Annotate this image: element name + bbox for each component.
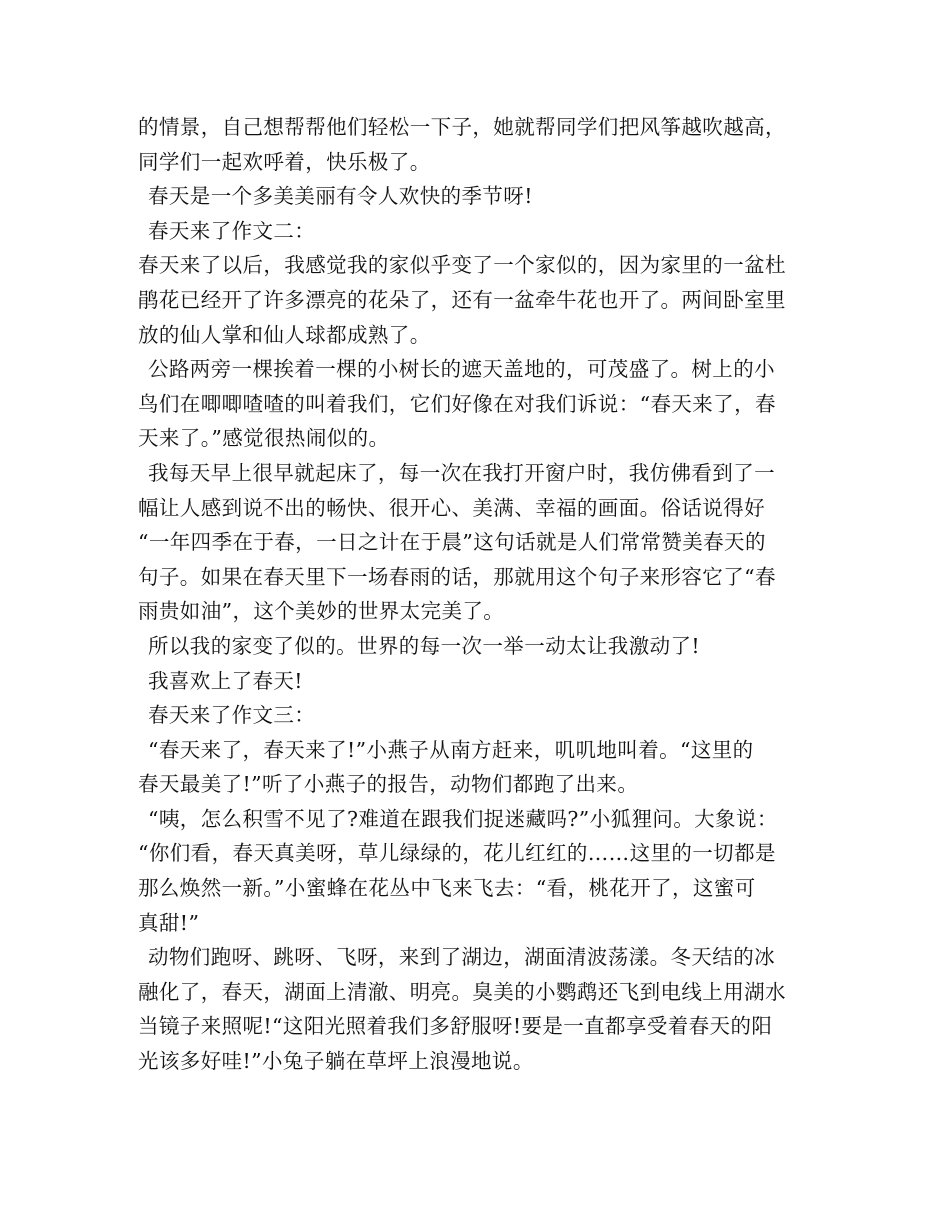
document-body: [138, 110, 828, 1079]
text-line: “咦，怎么积雪不见了?难道在跟我们捉迷藏吗?”小狐狸问。大象说：: [148, 806, 778, 831]
text-line: 所以我的家变了似的。世界的每一次一举一动太让我激动了!: [148, 633, 701, 658]
text-line: 鸟们在唧唧喳喳的叫着我们，它们好像在对我们诉说：“春天来了，春: [138, 391, 776, 416]
text-line: 春天是一个多美美丽有令人欢快的季节呀!: [148, 184, 533, 209]
text-line: “春天来了，春天来了!”小燕子从南方赶来，叽叽地叫着。“这里的: [148, 737, 754, 762]
text-line: 春天来了作文二：: [148, 218, 316, 243]
text-line: 天来了。”感觉很热闹似的。: [138, 426, 390, 451]
text-line: 春天来了以后，我感觉我的家似乎变了一个家似的，因为家里的一盆杜: [138, 253, 786, 278]
text-line: 鹃花已经开了许多漂亮的花朵了，还有一盆牵牛花也开了。两间卧室里: [138, 287, 786, 312]
text-line: 幅让人感到说不出的畅快、很开心、美满、幸福的画面。俗话说得好: [138, 495, 765, 520]
text-line: 的情景，自己想帮帮他们轻松一下子，她就帮同学们把风筝越吹越高，: [138, 115, 786, 139]
text-line: 句子。如果在春天里下一场春雨的话，那就用这个句子来形容它了“春: [138, 564, 776, 589]
text-line: 融化了，春天，湖面上清澈、明亮。臭美的小鹦鹉还飞到电线上用湖水: [138, 979, 786, 1004]
text-line: 光该多好哇!”小兔子躺在草坪上浪漫地说。: [138, 1049, 534, 1074]
text-line: “一年四季在于春，一日之计在于晨”这句话就是人们常常赞美春天的: [138, 530, 766, 555]
text-line: 公路两旁一棵挨着一棵的小树长的遮天盖地的，可茂盛了。树上的小: [148, 357, 775, 382]
text-line: 春天最美了!”听了小燕子的报告，动物们都跑了出来。: [138, 772, 639, 797]
text-line: 雨贵如油”，这个美妙的世界太完美了。: [138, 599, 505, 624]
text-line: 同学们一起欢呼着，快乐极了。: [138, 149, 431, 174]
text-line: 当镜子来照呢!“这阳光照着我们多舒服呀!要是一直都享受着春天的阳: [138, 1014, 773, 1039]
text-line: 我喜欢上了春天!: [148, 668, 303, 693]
text-line: 春天来了作文三：: [148, 703, 316, 728]
text-line: 动物们跑呀、跳呀、飞呀，来到了湖边，湖面清波荡漾。冬天结的冰: [148, 945, 775, 970]
text-line: “你们看，春天真美呀，草儿绿绿的，花儿红红的……这里的一切都是: [138, 841, 776, 866]
text-line: 那么焕然一新。”小蜜蜂在花丛中飞来飞去：“看，桃花开了，这蜜可: [138, 876, 756, 901]
text-line: 放的仙人掌和仙人球都成熟了。: [138, 322, 431, 347]
text-line: 真甜!”: [138, 910, 200, 935]
text-line: 我每天早上很早就起床了，每一次在我打开窗户时，我仿佛看到了一: [148, 460, 775, 485]
